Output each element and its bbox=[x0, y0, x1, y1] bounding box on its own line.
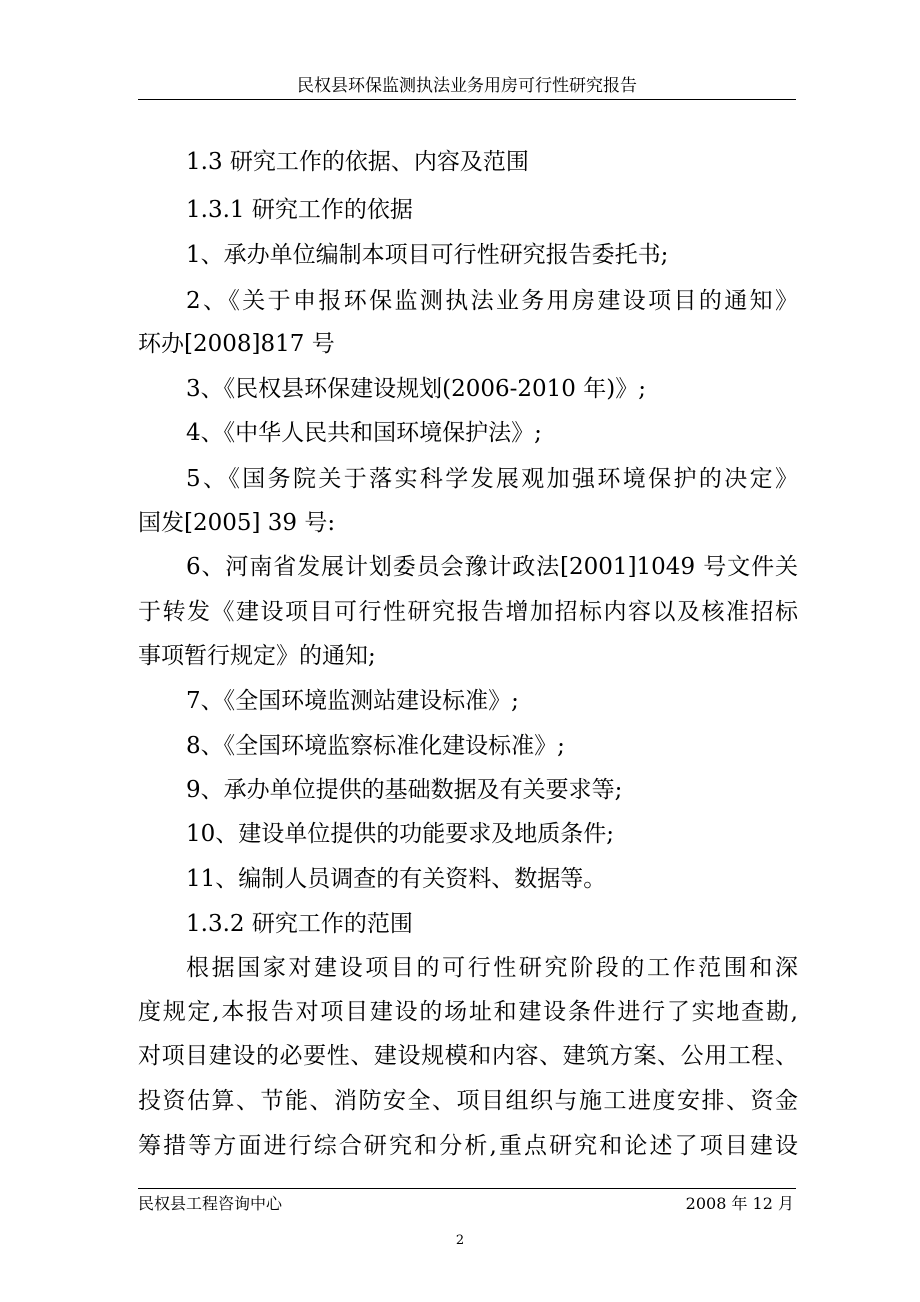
section-heading-1-3: 1.3 研究工作的依据、内容及范围 bbox=[186, 149, 529, 175]
paragraph-line-2: 度规定,本报告对项目建设的场址和建设条件进行了实地查勘, bbox=[138, 999, 798, 1025]
footer-date: 2008 年 12 月 bbox=[685, 1194, 794, 1213]
list-item-7: 7、《全国环境监测站建设标准》; bbox=[186, 688, 519, 714]
list-item-2-continued: 环办[2008]817 号 bbox=[138, 331, 335, 357]
list-item-10: 10、建设单位提供的功能要求及地质条件; bbox=[186, 821, 615, 847]
list-item-2: 2、《关于申报环保监测执法业务用房建设项目的通知》 bbox=[186, 288, 798, 314]
footer-divider bbox=[138, 1188, 796, 1189]
list-item-1: 1、承办单位编制本项目可行性研究报告委托书; bbox=[186, 242, 669, 268]
paragraph-line-5: 筹措等方面进行综合研究和分析,重点研究和论述了项目建设 bbox=[138, 1133, 798, 1159]
list-item-8: 8、《全国环境监察标准化建设标准》; bbox=[186, 733, 565, 759]
paragraph-line-3: 对项目建设的必要性、建设规模和内容、建筑方案、公用工程、 bbox=[138, 1043, 798, 1069]
list-item-6-continued-1: 于转发《建设项目可行性研究报告增加招标内容以及核准招标 bbox=[138, 599, 798, 625]
running-header-title: 民权县环保监测执法业务用房可行性研究报告 bbox=[297, 76, 637, 96]
page-number: 2 bbox=[455, 1233, 465, 1248]
list-item-6-continued-2: 事项暂行规定》的通知; bbox=[138, 643, 376, 669]
list-item-5: 5、《国务院关于落实科学发展观加强环境保护的决定》 bbox=[186, 466, 798, 492]
list-item-11: 11、编制人员调查的有关资料、数据等。 bbox=[186, 866, 607, 892]
list-item-9: 9、承办单位提供的基础数据及有关要求等; bbox=[186, 777, 623, 803]
subsection-heading-1-3-2: 1.3.2 研究工作的范围 bbox=[186, 911, 413, 937]
paragraph-line-1: 根据国家对建设项目的可行性研究阶段的工作范围和深 bbox=[186, 955, 798, 981]
list-item-6: 6、河南省发展计划委员会豫计政法[2001]1049 号文件关 bbox=[186, 554, 798, 580]
list-item-4: 4、《中华人民共和国环境保护法》; bbox=[186, 420, 542, 446]
footer-organization: 民权县工程咨询中心 bbox=[138, 1194, 283, 1213]
list-item-5-continued: 国发[2005] 39 号: bbox=[138, 510, 336, 536]
header-divider bbox=[138, 99, 796, 100]
paragraph-line-4: 投资估算、节能、消防安全、项目组织与施工进度安排、资金 bbox=[138, 1088, 798, 1114]
list-item-3: 3、《民权县环保建设规划(2006-2010 年)》; bbox=[186, 376, 646, 402]
subsection-heading-1-3-1: 1.3.1 研究工作的依据 bbox=[186, 197, 413, 223]
